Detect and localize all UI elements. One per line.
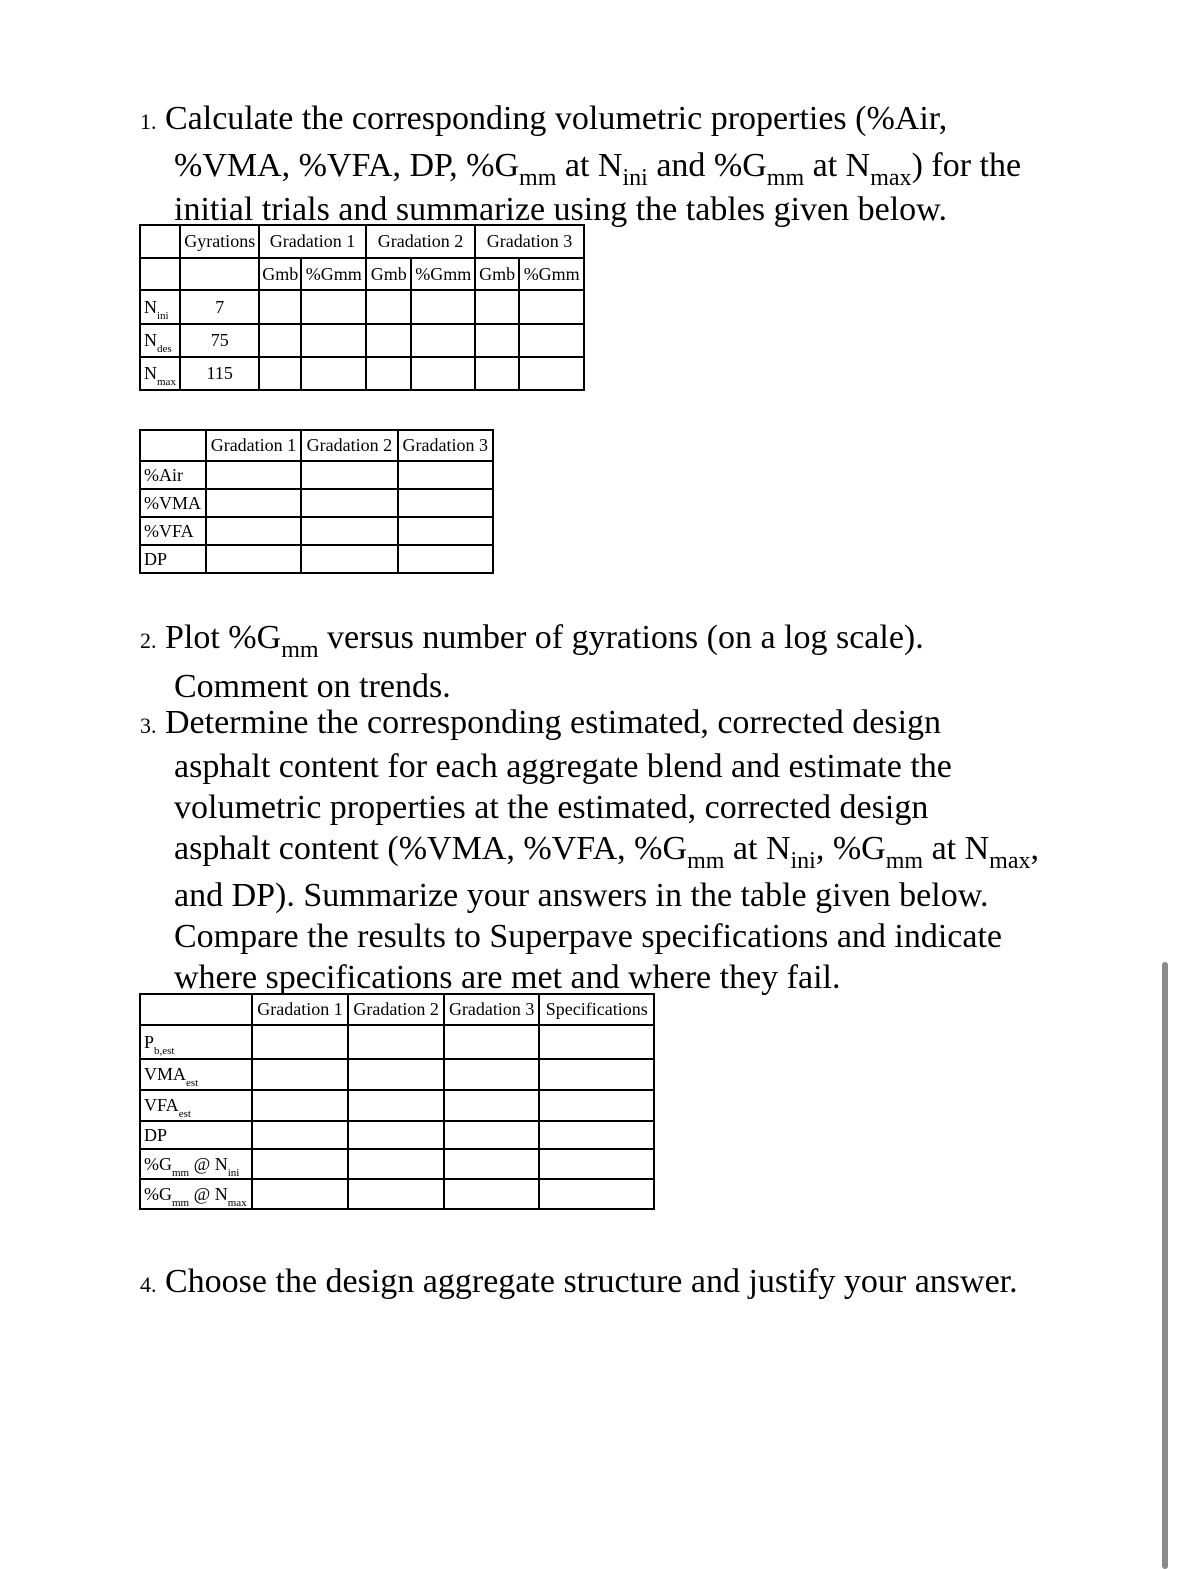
row-label: $\%G_{mm}$ @ $N_{max}$ <box>140 1179 252 1209</box>
question-text-line: Comment on trends. <box>174 668 451 705</box>
question-text-line: %VMA, %VFA, DP, $\%G_{mm}$ at $N_{ini}$ and $\%G_{mm}$ at $N_{max}$) for the <box>174 147 1022 191</box>
question-text-line: where specifications are met and where they fail. <box>174 959 841 996</box>
header-gradation-1: Gradation 1 <box>259 225 366 258</box>
question-text-line: asphalt content (%VMA, %VFA, $\%G_{mm}$ at $N_{ini}$, $\%G_{mm}$ at $N_{max}$, <box>174 830 1039 874</box>
design-summary-table <box>139 993 655 1210</box>
row-label: %VMA <box>140 489 206 517</box>
header-gradation-1: Gradation 1 <box>252 994 349 1025</box>
question-number: 1. <box>140 109 157 134</box>
row-label: $\%G_{mm}$ @ $N_{ini}$ <box>140 1149 252 1179</box>
table-row <box>140 1121 654 1149</box>
row-label: $VMA_{est}$ <box>140 1059 252 1090</box>
volumetric-table <box>139 429 494 574</box>
question-text-line: volumetric properties at the estimated, corrected design <box>174 789 929 826</box>
gyrations-value: 7 <box>180 290 259 324</box>
table-row <box>140 545 493 573</box>
header-gradation-2: Gradation 2 <box>301 430 397 461</box>
row-label: %Air <box>140 461 206 489</box>
question-text: Calculate the corresponding volumetric properties (%Air, <box>165 100 948 137</box>
header-gradation-1: Gradation 1 <box>206 430 301 461</box>
question-text: Determine the corresponding estimated, corrected design <box>165 704 942 741</box>
header-gradation-3: Gradation 3 <box>444 994 540 1025</box>
question-text: Choose the design aggregate structure and justify your answer. <box>165 1263 1018 1300</box>
header-pct-gmm: %Gmm <box>411 258 475 290</box>
row-label: DP <box>140 545 206 573</box>
row-label: $VFA_{est}$ <box>140 1090 252 1121</box>
row-label: %VFA <box>140 517 206 545</box>
header-gmb: Gmb <box>366 258 411 290</box>
header-gmb: Gmb <box>475 258 519 290</box>
question-2 <box>140 616 924 709</box>
row-label: $P_{b,est}$ <box>140 1025 252 1059</box>
gyrations-table <box>139 224 585 391</box>
row-label: $N_{max}$ <box>140 357 180 390</box>
question-3 <box>140 702 1039 998</box>
question-text-line: initial trials and summarize using the tables given below. <box>174 191 948 228</box>
table-row <box>140 1149 654 1179</box>
header-pct-gmm: %Gmm <box>519 258 584 290</box>
table-row <box>140 1059 654 1090</box>
question-4 <box>140 1260 1018 1307</box>
header-gyrations: Gyrations <box>180 225 259 258</box>
question-text-line: and DP). Summarize your answers in the table given below. <box>174 877 989 914</box>
table-row <box>140 517 493 545</box>
question-text-line: Compare the results to Superpave specifications and indicate <box>174 918 1003 955</box>
question-text: Plot $\%G_{mm}$ versus number of gyrations (on a log scale). <box>165 619 924 663</box>
row-label: $N_{ini}$ <box>140 290 180 324</box>
header-gradation-3: Gradation 3 <box>475 225 584 258</box>
table-row <box>140 1179 654 1209</box>
header-gradation-2: Gradation 2 <box>348 994 444 1025</box>
question-number: 4. <box>140 1272 157 1297</box>
header-specifications: Specifications <box>539 994 654 1025</box>
question-number: 2. <box>140 628 157 653</box>
scrollbar[interactable] <box>1162 962 1168 1569</box>
table-row <box>140 461 493 489</box>
row-label: DP <box>140 1121 252 1149</box>
table-row <box>140 489 493 517</box>
row-label: $N_{des}$ <box>140 324 180 357</box>
header-gmb: Gmb <box>259 258 301 290</box>
table-row <box>140 357 584 390</box>
question-1 <box>140 97 1021 232</box>
table-row <box>140 290 584 324</box>
table-row <box>140 324 584 357</box>
header-gradation-2: Gradation 2 <box>366 225 475 258</box>
gyrations-value: 75 <box>180 324 259 357</box>
question-text-line: asphalt content for each aggregate blend and estimate the <box>174 748 952 785</box>
question-number: 3. <box>140 713 157 738</box>
gyrations-value: 115 <box>180 357 259 390</box>
table-row <box>140 1090 654 1121</box>
table-row <box>140 1025 654 1059</box>
header-pct-gmm: %Gmm <box>301 258 366 290</box>
header-gradation-3: Gradation 3 <box>398 430 493 461</box>
